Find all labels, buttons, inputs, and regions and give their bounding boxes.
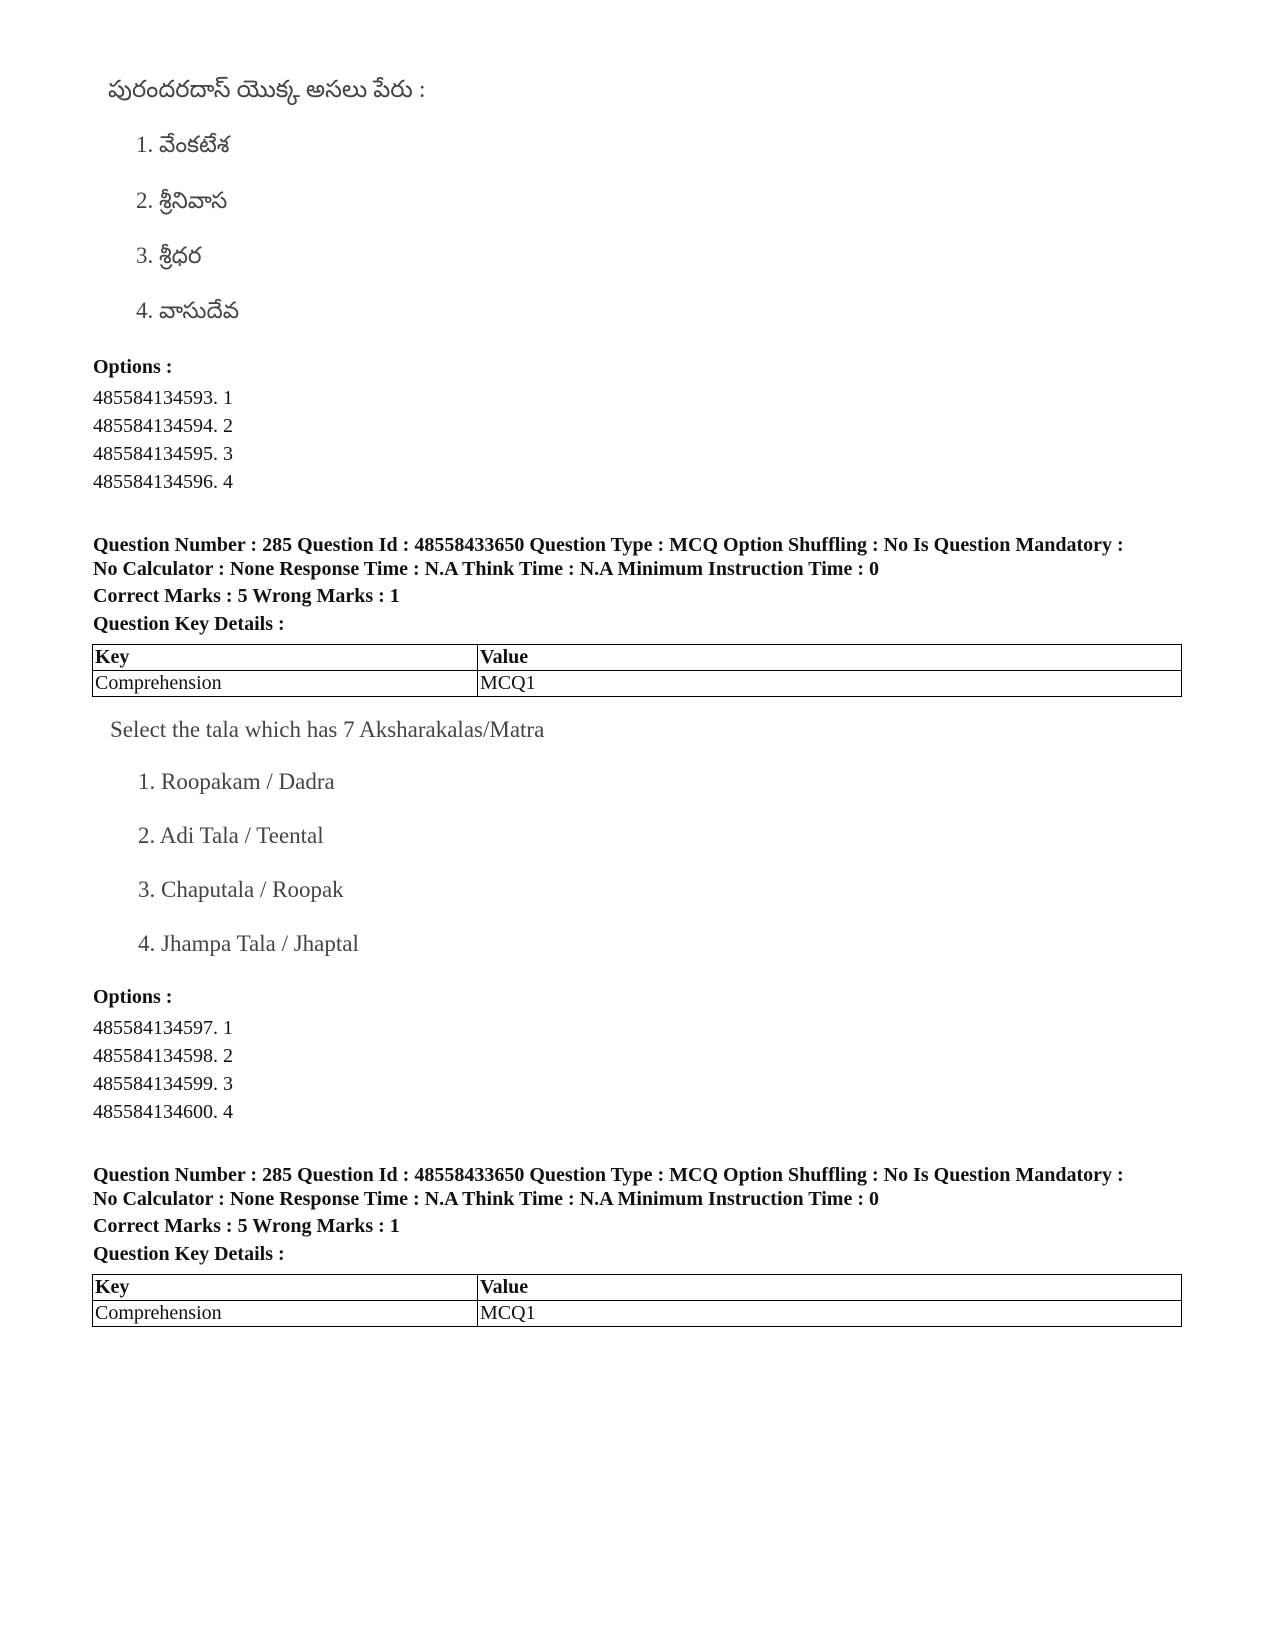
question-choice-1: 1. Roopakam / Dadra <box>138 769 335 794</box>
question-choice-3: 3. శ్రీధర <box>136 243 202 268</box>
table-row <box>93 671 1182 697</box>
marks-line: Correct Marks : 5 Wrong Marks : 1 <box>93 585 400 607</box>
key-details-label: Question Key Details : <box>93 613 285 635</box>
question-choice-3: 3. Chaputala / Roopak <box>138 877 344 902</box>
question-stem: Select the tala which has 7 Aksharakalas/Matra <box>110 717 545 742</box>
table-cell-key: Comprehension <box>93 671 478 697</box>
option-item: 485584134595. 3 <box>93 443 233 465</box>
question-stem: పురందరదాస్ యొక్క అసలు పేరు : <box>108 77 426 103</box>
option-item: 485584134596. 4 <box>93 471 233 493</box>
option-item: 485584134594. 2 <box>93 415 233 437</box>
key-details-table <box>92 644 1182 697</box>
question-meta-line-2: No Calculator : None Response Time : N.A Think Time : N.A Minimum Instruction Time : 0 <box>93 558 879 580</box>
marks-line: Correct Marks : 5 Wrong Marks : 1 <box>93 1215 400 1237</box>
table-header-key: Key <box>93 1275 478 1301</box>
options-label: Options : <box>93 356 173 378</box>
table-cell-value: MCQ1 <box>478 1301 1182 1327</box>
question-choice-2: 2. Adi Tala / Teental <box>138 823 324 848</box>
question-image-2 <box>0 705 1275 965</box>
question-choice-2: 2. శ్రీనివాస <box>136 188 228 213</box>
question-meta <box>93 533 1124 581</box>
key-details-table <box>92 1274 1182 1327</box>
table-cell-value: MCQ1 <box>478 671 1182 697</box>
option-item: 485584134598. 2 <box>93 1045 233 1067</box>
table-header-value: Value <box>478 1275 1182 1301</box>
options-list <box>93 384 233 496</box>
options-list <box>93 1014 233 1126</box>
options-label: Options : <box>93 986 173 1008</box>
question-image-1 <box>0 0 1275 340</box>
option-item: 485584134600. 4 <box>93 1101 233 1123</box>
option-item: 485584134593. 1 <box>93 387 233 409</box>
question-meta-line-2: No Calculator : None Response Time : N.A Think Time : N.A Minimum Instruction Time : 0 <box>93 1188 879 1210</box>
key-details-label: Question Key Details : <box>93 1243 285 1265</box>
table-header-key: Key <box>93 645 478 671</box>
table-header-value: Value <box>478 645 1182 671</box>
table-cell-key: Comprehension <box>93 1301 478 1327</box>
question-choice-4: 4. Jhampa Tala / Jhaptal <box>138 931 359 956</box>
question-choice-4: 4. వాసుదేవ <box>136 298 240 323</box>
table-header-row <box>93 1275 1182 1301</box>
table-header-row <box>93 645 1182 671</box>
question-meta-line-1: Question Number : 285 Question Id : 48558433650 Question Type : MCQ Option Shuffling : No Is Question Mandatory : <box>93 534 1124 556</box>
question-meta <box>93 1163 1124 1211</box>
question-choice-1: 1. వేంకటేశ <box>136 132 230 157</box>
table-row <box>93 1301 1182 1327</box>
question-meta-line-1: Question Number : 285 Question Id : 48558433650 Question Type : MCQ Option Shuffling : No Is Question Mandatory : <box>93 1164 1124 1186</box>
option-item: 485584134597. 1 <box>93 1017 233 1039</box>
option-item: 485584134599. 3 <box>93 1073 233 1095</box>
